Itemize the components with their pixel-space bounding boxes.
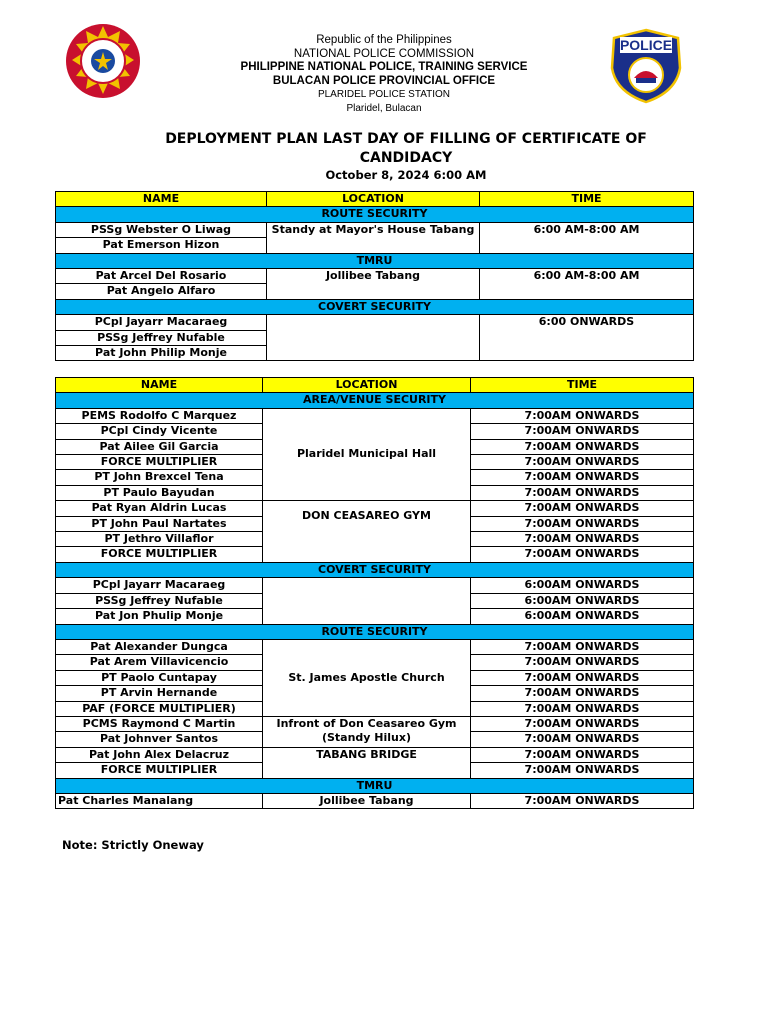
table-row xyxy=(56,222,694,237)
header-location: Plaridel, Bulacan xyxy=(346,102,422,114)
header-pnp-training: PHILIPPINE NATIONAL POLICE, TRAINING SERVICE xyxy=(240,61,528,73)
name-cell: PT Arvin Hernande xyxy=(56,686,263,701)
time-cell: 7:00AM ONWARDS xyxy=(471,747,694,762)
name-cell: Pat Angelo Alfaro xyxy=(56,284,267,299)
name-cell: PT John Paul Nartates xyxy=(56,516,263,531)
header-napolcom: NATIONAL POLICE COMMISSION xyxy=(293,47,475,60)
name-cell: PT Jethro Villaflor xyxy=(56,532,263,547)
time-cell: 7:00AM ONWARDS xyxy=(471,793,694,808)
section-route-security: ROUTE SECURITY xyxy=(56,207,694,222)
letterhead xyxy=(0,34,768,115)
table-header-row xyxy=(56,192,694,207)
svg-text:POLICE: POLICE xyxy=(619,37,673,53)
time-cell: 7:00AM ONWARDS xyxy=(471,470,694,485)
time-cell: 7:00AM ONWARDS xyxy=(471,439,694,454)
section-covert-security: COVERT SECURITY xyxy=(56,299,694,314)
location-cell xyxy=(263,578,471,624)
time-cell: 6:00 AM-8:00 AM xyxy=(480,269,694,300)
name-cell: Pat Johnver Santos xyxy=(56,732,263,747)
time-cell: 7:00AM ONWARDS xyxy=(471,686,694,701)
time-cell: 6:00AM ONWARDS xyxy=(471,578,694,593)
time-cell: 7:00AM ONWARDS xyxy=(471,763,694,778)
time-cell: 7:00AM ONWARDS xyxy=(471,424,694,439)
time-cell: 7:00AM ONWARDS xyxy=(471,716,694,731)
time-cell: 7:00AM ONWARDS xyxy=(471,532,694,547)
location-cell: Jollibee Tabang xyxy=(267,269,480,300)
col-time-header: TIME xyxy=(471,378,694,393)
section-area-venue-security: AREA/VENUE SECURITY xyxy=(56,393,694,408)
name-cell: Pat Ailee Gil Garcia xyxy=(56,439,263,454)
name-cell: PAF (FORCE MULTIPLIER) xyxy=(56,701,263,716)
col-time-header: TIME xyxy=(480,192,694,207)
name-cell: Pat Ryan Aldrin Lucas xyxy=(56,501,263,516)
time-cell: 7:00AM ONWARDS xyxy=(471,670,694,685)
time-cell: 7:00AM ONWARDS xyxy=(471,408,694,423)
time-cell: 7:00AM ONWARDS xyxy=(471,485,694,500)
name-cell: PT Paulo Bayudan xyxy=(56,485,263,500)
location-cell: Jollibee Tabang xyxy=(263,793,471,808)
header-republic: Republic of the Philippines xyxy=(316,34,452,46)
name-cell: PCpl Jayarr Macaraeg xyxy=(56,315,267,330)
time-cell: 7:00AM ONWARDS xyxy=(471,701,694,716)
time-cell: 7:00AM ONWARDS xyxy=(471,547,694,562)
table-row xyxy=(56,716,694,731)
table-header-row xyxy=(56,378,694,393)
location-cell xyxy=(267,315,480,361)
name-cell: PEMS Rodolfo C Marquez xyxy=(56,408,263,423)
name-cell: PCpl Cindy Vicente xyxy=(56,424,263,439)
name-cell: Pat Arem Villavicencio xyxy=(56,655,263,670)
section-covert-security: COVERT SECURITY xyxy=(56,562,694,577)
name-cell: PT John Brexcel Tena xyxy=(56,470,263,485)
section-tmru: TMRU xyxy=(56,778,694,793)
location-cell: TABANG BRIDGE xyxy=(263,747,471,778)
name-cell: Pat Emerson Hizon xyxy=(56,238,267,253)
col-name-header: NAME xyxy=(56,378,263,393)
name-cell: Pat John Alex Delacruz xyxy=(56,747,263,762)
section-tmru: TMRU xyxy=(56,253,694,268)
name-cell: PSSg Webster O Liwag xyxy=(56,222,267,237)
name-cell: FORCE MULTIPLIER xyxy=(56,547,263,562)
time-cell: 7:00AM ONWARDS xyxy=(471,501,694,516)
header-station: PLARIDEL POLICE STATION xyxy=(317,89,451,100)
location-cell: Plaridel Municipal Hall xyxy=(263,408,471,500)
time-cell: 7:00AM ONWARDS xyxy=(471,732,694,747)
table-row xyxy=(56,315,694,330)
table-row xyxy=(56,793,694,808)
name-cell: PCMS Raymond C Martin xyxy=(56,716,263,731)
time-cell: 6:00AM ONWARDS xyxy=(471,609,694,624)
table-row xyxy=(56,408,694,423)
deployment-table-1 xyxy=(55,191,694,361)
name-cell: PCpl Jayarr Macaraeg xyxy=(56,578,263,593)
name-cell: Pat Jon Phulip Monje xyxy=(56,609,263,624)
table-row xyxy=(56,747,694,762)
section-route-security: ROUTE SECURITY xyxy=(56,624,694,639)
time-cell: 7:00AM ONWARDS xyxy=(471,455,694,470)
table-row xyxy=(56,501,694,516)
location-cell: DON CEASAREO GYM xyxy=(263,501,471,563)
name-cell: PT Paolo Cuntapay xyxy=(56,670,263,685)
location-cell: St. James Apostle Church xyxy=(263,639,471,716)
location-cell: Infront of Don Ceasareo Gym (Standy Hilux) xyxy=(263,716,471,747)
time-cell: 6:00AM ONWARDS xyxy=(471,593,694,608)
name-cell: PSSg Jeffrey Nufable xyxy=(56,330,267,345)
name-cell: FORCE MULTIPLIER xyxy=(56,455,263,470)
table-row xyxy=(56,269,694,284)
time-cell: 7:00AM ONWARDS xyxy=(471,655,694,670)
deployment-table-2 xyxy=(55,377,694,809)
time-cell: 7:00AM ONWARDS xyxy=(471,639,694,654)
time-cell: 6:00 ONWARDS xyxy=(480,315,694,361)
name-cell: Pat Alexander Dungca xyxy=(56,639,263,654)
name-cell: FORCE MULTIPLIER xyxy=(56,763,263,778)
location-cell: Standy at Mayor's House Tabang xyxy=(267,222,480,253)
col-name-header: NAME xyxy=(56,192,267,207)
document-title: DEPLOYMENT PLAN LAST DAY OF FILLING OF CERTIFICATE OF CANDIDACY xyxy=(165,131,647,166)
name-cell: Pat John Philip Monje xyxy=(56,346,267,361)
document-date: October 8, 2024 6:00 AM xyxy=(325,168,487,182)
note-text: Note: Strictly Oneway xyxy=(62,838,204,852)
name-cell: PSSg Jeffrey Nufable xyxy=(56,593,263,608)
table-row xyxy=(56,578,694,593)
time-cell: 7:00AM ONWARDS xyxy=(471,516,694,531)
name-cell: Pat Arcel Del Rosario xyxy=(56,269,267,284)
header-bulacan-ppo: BULACAN POLICE PROVINCIAL OFFICE xyxy=(272,74,496,87)
time-cell: 6:00 AM-8:00 AM xyxy=(480,222,694,253)
table-row xyxy=(56,639,694,654)
name-cell: Pat Charles Manalang xyxy=(56,793,263,808)
col-location-header: LOCATION xyxy=(267,192,480,207)
col-location-header: LOCATION xyxy=(263,378,471,393)
